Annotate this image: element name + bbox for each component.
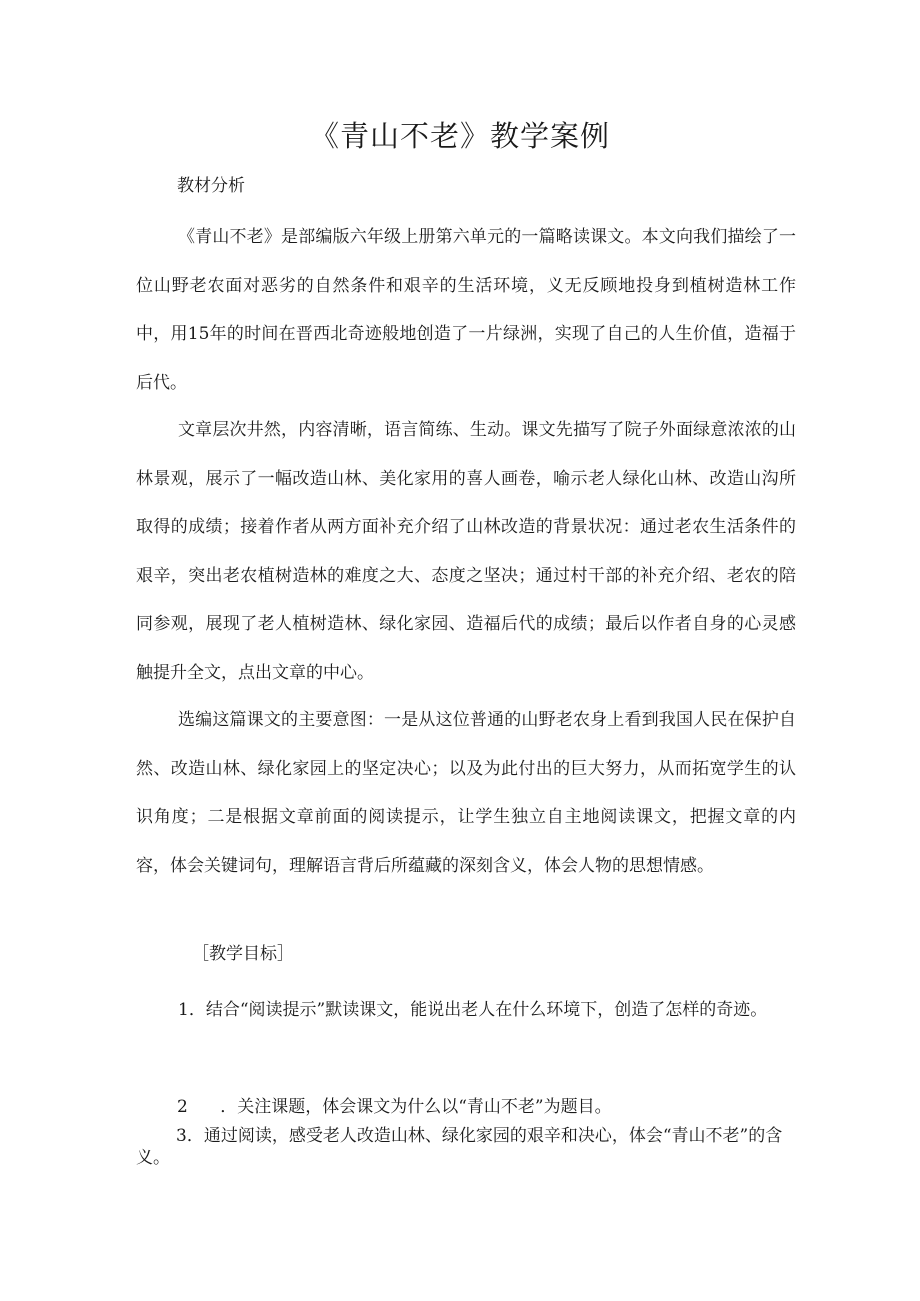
paragraph-3: 选编这篇课文的主要意图：一是从这位普通的山野老农身上看到我国人民在保护自然、改造山林、绿化家园上的坚定决心；以及为此付出的巨大努力，从而拓宽学生的认识角度；二是根据文章前面的阅读提示，让学生独立自主地阅读课文，把握文章的内容，体会关键词句，理解语言背后所蕴藏的深刻含义，体会人物的思想情感。 xyxy=(136,710,796,876)
goal-item-2: 2 ．关注课题，体会课文为什么以“青山不老”为题目。 xyxy=(177,1097,612,1117)
goals-heading: ［教学目标］ xyxy=(192,944,294,964)
goal-item-3: 3．通过阅读，感受老人改造山林、绿化家园的艰辛和决心，体会“青山不老”的含义。 xyxy=(136,1126,783,1168)
paragraph-2: 文章层次井然，内容清晰，语言简练、生动。课文先描写了院子外面绿意浓浓的山林景观，展示了一幅改造山林、美化家用的喜人画卷，喻示老人绿化山林、改造山沟所取得的成绩；接着作者从两方面补充介绍了山林改造的背景状况：通过老农生活条件的艰辛，突出老农植树造林的难度之大、态度之坚决；通过村干部的补充介绍、老农的陪同参观，展现了老人植树造林、绿化家园、造福后代的成绩；最后以作者自身的心灵感触提升全文，点出文章的中心。 xyxy=(136,420,796,683)
paragraph-1: 《青山不老》是部编版六年级上册第六单元的一篇略读课文。本文向我们描绘了一位山野老农面对恶劣的自然条件和艰辛的生活环境，义无反顾地投身到植树造林工作中，用15年的时间在晋西北奇迹般地创造了一片绿洲，实现了自己的人生价值，造福于后代。 xyxy=(136,227,796,393)
document-title: 《青山不老》教学案例 xyxy=(309,119,610,153)
goal-item-1: 1．结合“阅读提示”默读课文，能说出老人在什么环境下，创造了怎样的奇迹。 xyxy=(178,1000,768,1020)
section-heading: 教材分析 xyxy=(177,176,245,196)
